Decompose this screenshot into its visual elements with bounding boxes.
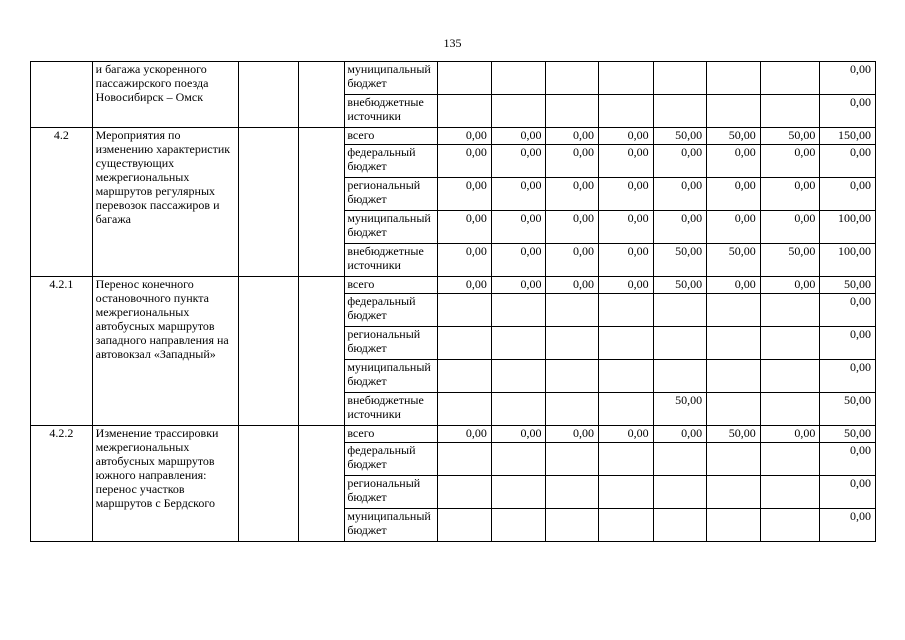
funding-source: внебюджетные источники [345, 95, 438, 128]
amount-cell: 50,00 [820, 277, 876, 294]
amount-cell [760, 360, 820, 393]
amount-cell: 0,00 [820, 476, 876, 509]
funding-source: муниципальный бюджет [345, 509, 438, 542]
amount-cell: 0,00 [546, 178, 599, 211]
funding-source: федеральный бюджет [345, 294, 438, 327]
amount-cell [598, 360, 653, 393]
amount-cell: 0,00 [546, 244, 599, 277]
amount-cell: 0,00 [598, 277, 653, 294]
amount-cell [707, 443, 761, 476]
item-code: 4.2 [31, 128, 93, 277]
funding-source: муниципальный бюджет [345, 211, 438, 244]
amount-cell [491, 327, 546, 360]
amount-cell [760, 327, 820, 360]
amount-cell [438, 327, 492, 360]
amount-cell [598, 476, 653, 509]
table-body [31, 62, 876, 542]
amount-cell: 0,00 [598, 128, 653, 145]
item-name: и багажа ускоренного пассажирского поезда Новосибирск – Омск [92, 62, 239, 128]
amount-cell [760, 393, 820, 426]
amount-cell: 50,00 [760, 128, 820, 145]
amount-cell [707, 327, 761, 360]
empty-cell [239, 62, 299, 128]
amount-cell [546, 360, 599, 393]
amount-cell: 0,00 [820, 145, 876, 178]
amount-cell: 0,00 [820, 443, 876, 476]
amount-cell: 50,00 [707, 244, 761, 277]
empty-cell [298, 426, 344, 542]
amount-cell [491, 443, 546, 476]
funding-source: всего [345, 426, 438, 443]
table-row [31, 128, 876, 145]
amount-cell: 0,00 [598, 178, 653, 211]
amount-cell [707, 294, 761, 327]
amount-cell: 0,00 [491, 426, 546, 443]
amount-cell [760, 476, 820, 509]
amount-cell: 0,00 [438, 277, 492, 294]
amount-cell [438, 393, 492, 426]
amount-cell: 0,00 [598, 426, 653, 443]
amount-cell: 0,00 [438, 145, 492, 178]
amount-cell: 0,00 [491, 211, 546, 244]
item-name: Перенос конечного остановочного пункта межрегиональных автобусных маршрутов западного направления на автовокзал «Западный» [92, 277, 239, 426]
funding-source: федеральный бюджет [345, 145, 438, 178]
amount-cell [653, 327, 707, 360]
amount-cell [653, 294, 707, 327]
amount-cell: 50,00 [707, 426, 761, 443]
amount-cell [546, 443, 599, 476]
amount-cell [491, 360, 546, 393]
amount-cell [707, 393, 761, 426]
amount-cell: 0,00 [438, 178, 492, 211]
amount-cell: 0,00 [707, 277, 761, 294]
amount-cell [760, 294, 820, 327]
amount-cell: 150,00 [820, 128, 876, 145]
amount-cell [598, 327, 653, 360]
amount-cell: 0,00 [653, 211, 707, 244]
amount-cell: 50,00 [707, 128, 761, 145]
amount-cell [491, 393, 546, 426]
amount-cell [760, 443, 820, 476]
amount-cell: 0,00 [760, 426, 820, 443]
table-row [31, 277, 876, 294]
table-row [31, 426, 876, 443]
amount-cell: 0,00 [707, 211, 761, 244]
amount-cell: 0,00 [820, 178, 876, 211]
amount-cell: 0,00 [820, 95, 876, 128]
amount-cell [653, 509, 707, 542]
amount-cell [546, 62, 599, 95]
amount-cell [491, 294, 546, 327]
amount-cell: 50,00 [653, 244, 707, 277]
amount-cell [653, 443, 707, 476]
amount-cell [546, 327, 599, 360]
amount-cell: 0,00 [760, 178, 820, 211]
amount-cell: 50,00 [760, 244, 820, 277]
table-row [31, 62, 876, 95]
empty-cell [298, 277, 344, 426]
amount-cell [438, 476, 492, 509]
amount-cell: 0,00 [820, 62, 876, 95]
amount-cell: 0,00 [820, 294, 876, 327]
amount-cell [598, 62, 653, 95]
funding-source: муниципальный бюджет [345, 360, 438, 393]
amount-cell: 0,00 [438, 426, 492, 443]
amount-cell [598, 509, 653, 542]
amount-cell [598, 294, 653, 327]
amount-cell: 0,00 [760, 145, 820, 178]
empty-cell [239, 128, 299, 277]
amount-cell: 0,00 [653, 178, 707, 211]
amount-cell [491, 476, 546, 509]
amount-cell: 50,00 [653, 277, 707, 294]
amount-cell [598, 443, 653, 476]
amount-cell: 50,00 [820, 393, 876, 426]
funding-source: региональный бюджет [345, 327, 438, 360]
amount-cell: 0,00 [438, 244, 492, 277]
item-name: Изменение трассировки межрегиональных автобусных маршрутов южного направления: перенос участков маршрутов с Бердского [92, 426, 239, 542]
amount-cell [707, 360, 761, 393]
item-code: 4.2.2 [31, 426, 93, 542]
amount-cell [598, 95, 653, 128]
funding-source: региональный бюджет [345, 178, 438, 211]
amount-cell: 0,00 [546, 426, 599, 443]
amount-cell: 50,00 [820, 426, 876, 443]
empty-cell [239, 277, 299, 426]
amount-cell: 0,00 [491, 244, 546, 277]
amount-cell [438, 95, 492, 128]
amount-cell: 100,00 [820, 211, 876, 244]
amount-cell: 50,00 [653, 393, 707, 426]
amount-cell: 0,00 [820, 327, 876, 360]
amount-cell: 0,00 [546, 277, 599, 294]
amount-cell: 0,00 [546, 128, 599, 145]
funding-source: всего [345, 128, 438, 145]
amount-cell: 0,00 [653, 426, 707, 443]
amount-cell [707, 509, 761, 542]
funding-source: региональный бюджет [345, 476, 438, 509]
amount-cell [491, 62, 546, 95]
amount-cell: 0,00 [820, 509, 876, 542]
amount-cell: 100,00 [820, 244, 876, 277]
amount-cell [653, 95, 707, 128]
item-code: 4.2.1 [31, 277, 93, 426]
amount-cell [707, 95, 761, 128]
amount-cell: 0,00 [491, 277, 546, 294]
page-number: 135 [443, 36, 462, 50]
amount-cell: 0,00 [707, 145, 761, 178]
amount-cell: 0,00 [598, 145, 653, 178]
amount-cell [546, 95, 599, 128]
amount-cell [653, 476, 707, 509]
amount-cell: 0,00 [546, 145, 599, 178]
amount-cell [707, 62, 761, 95]
budget-table [30, 61, 876, 542]
funding-source: федеральный бюджет [345, 443, 438, 476]
amount-cell: 0,00 [760, 211, 820, 244]
amount-cell [760, 509, 820, 542]
item-code [31, 62, 93, 128]
amount-cell: 0,00 [438, 211, 492, 244]
amount-cell: 0,00 [653, 145, 707, 178]
empty-cell [298, 128, 344, 277]
amount-cell [491, 95, 546, 128]
amount-cell [653, 360, 707, 393]
amount-cell [707, 476, 761, 509]
amount-cell [438, 443, 492, 476]
funding-source: внебюджетные источники [345, 393, 438, 426]
amount-cell: 0,00 [707, 178, 761, 211]
amount-cell [598, 393, 653, 426]
amount-cell: 0,00 [598, 244, 653, 277]
empty-cell [239, 426, 299, 542]
amount-cell [546, 294, 599, 327]
amount-cell [760, 62, 820, 95]
amount-cell: 0,00 [598, 211, 653, 244]
amount-cell: 0,00 [820, 360, 876, 393]
amount-cell: 0,00 [491, 145, 546, 178]
amount-cell [438, 62, 492, 95]
amount-cell: 0,00 [438, 128, 492, 145]
amount-cell [438, 509, 492, 542]
funding-source: всего [345, 277, 438, 294]
empty-cell [298, 62, 344, 128]
amount-cell: 0,00 [491, 128, 546, 145]
amount-cell [438, 294, 492, 327]
item-name: Мероприятия по изменению характеристик существующих межрегиональных маршрутов регулярных перевозок пассажиров и багажа [92, 128, 239, 277]
amount-cell [438, 360, 492, 393]
amount-cell: 50,00 [653, 128, 707, 145]
amount-cell [546, 509, 599, 542]
amount-cell: 0,00 [546, 211, 599, 244]
amount-cell [653, 62, 707, 95]
amount-cell [546, 393, 599, 426]
amount-cell [546, 476, 599, 509]
amount-cell: 0,00 [491, 178, 546, 211]
amount-cell: 0,00 [760, 277, 820, 294]
amount-cell [760, 95, 820, 128]
funding-source: внебюджетные источники [345, 244, 438, 277]
amount-cell [491, 509, 546, 542]
funding-source: муниципальный бюджет [345, 62, 438, 95]
